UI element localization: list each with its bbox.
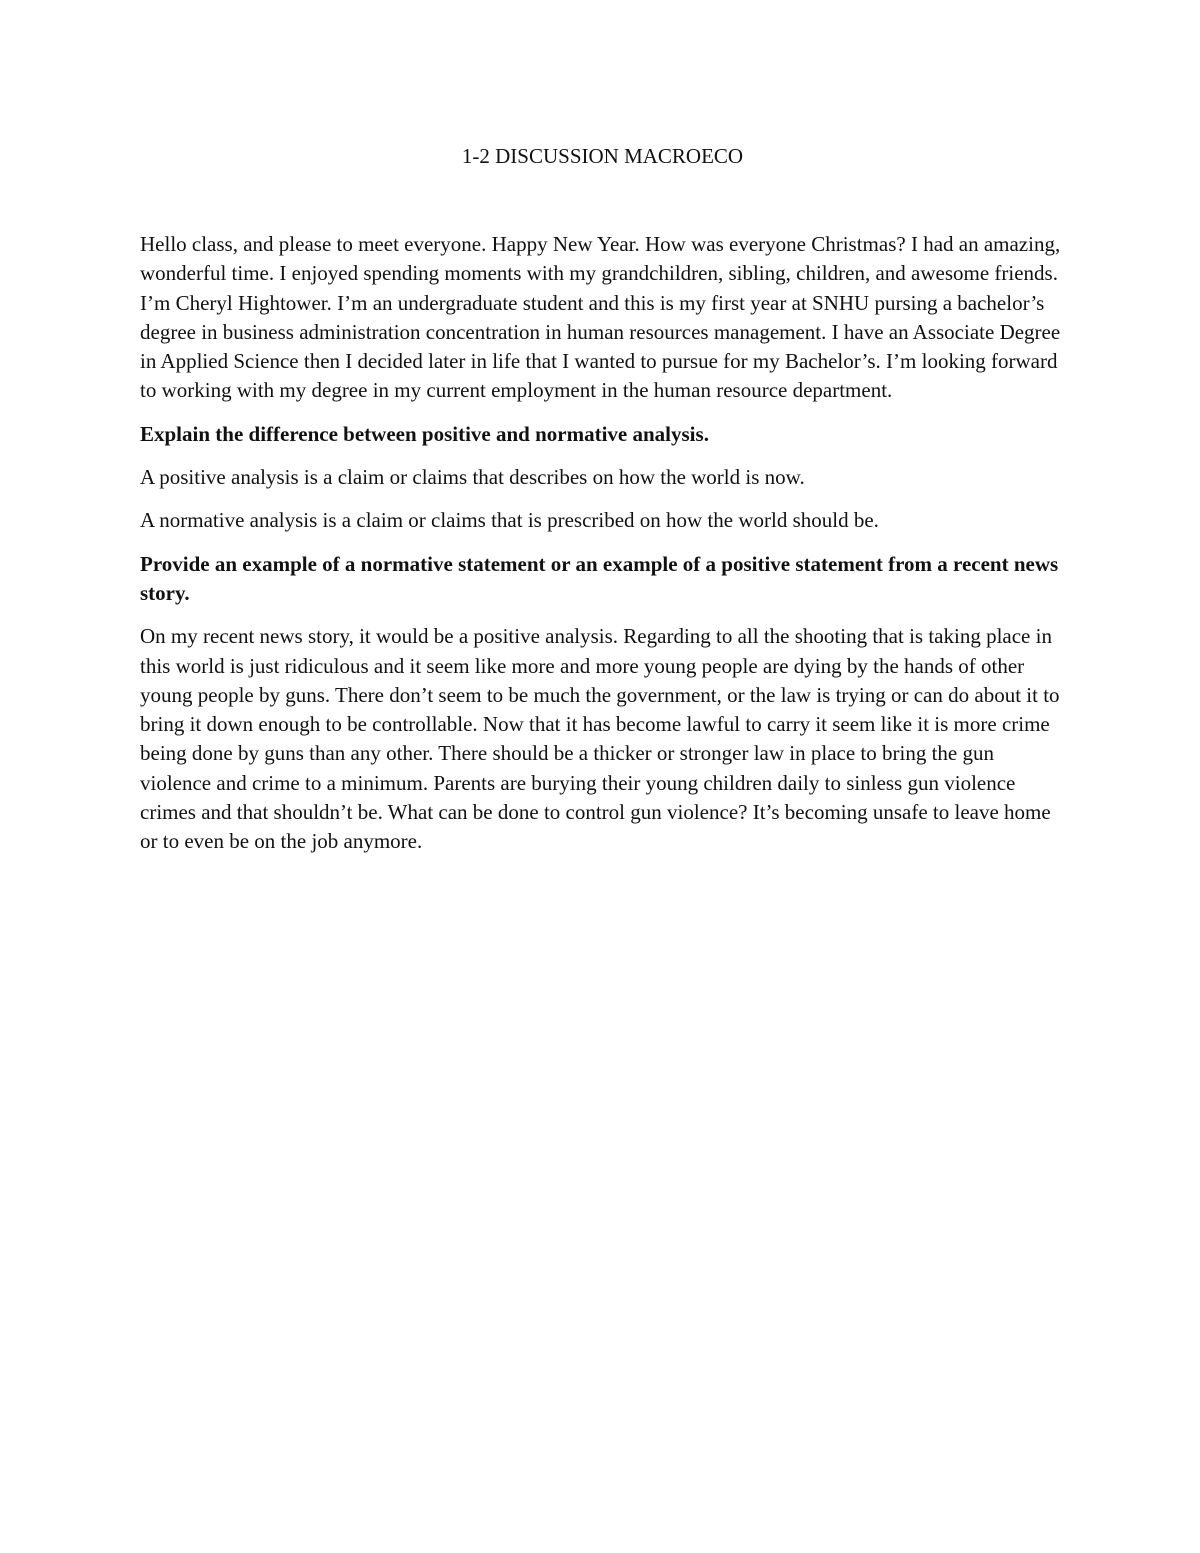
normative-analysis-answer: A normative analysis is a claim or claims that is prescribed on how the world should be. — [140, 508, 879, 533]
document-body — [140, 142, 1065, 871]
positive-analysis-answer: A positive analysis is a claim or claims that describes on how the world is now. — [140, 465, 805, 490]
question-heading-2: Provide an example of a normative statement or an example of a positive statement from a recent news story. — [140, 551, 1059, 605]
question-heading-1: Explain the difference between positive and normative analysis. — [140, 421, 709, 446]
intro-paragraph: Hello class, and please to meet everyone. Happy New Year. How was everyone Christmas? I had an amazing, wonderful time. I enjoyed spending moments with my grandchildren, sibling, children, and awesome friends. I’m Cheryl Hightower. I’m an undergraduate student and this is my first year at SNHU pursing a bachelor’s degree in business administration concentration in human resources management. I have an Associate Degree in Applied Science then I decided later in life that I wanted to pursue for my Bachelor’s. I’m looking forward to working with my degree in my current employment in the human resource department. — [140, 232, 1061, 403]
document-title: 1-2 DISCUSSION MACROECO — [461, 144, 744, 168]
news-story-answer: On my recent news story, it would be a positive analysis. Regarding to all the shooting that is taking place in this world is just ridiculous and it seem like more and more young people are dying by the hands of other young people by guns. There don’t seem to be much the government, or the law is trying or can do about it to bring it down enough to be controllable. Now that it has become lawful to carry it seem like it is more crime being done by guns than any other. There should be a thicker or stronger law in place to bring the gun violence and crime to a minimum. Parents are burying their young children daily to sinless gun violence crimes and that shouldn’t be. What can be done to control gun violence? It’s becoming unsafe to leave home or to even be on the job anymore. — [140, 624, 1060, 854]
